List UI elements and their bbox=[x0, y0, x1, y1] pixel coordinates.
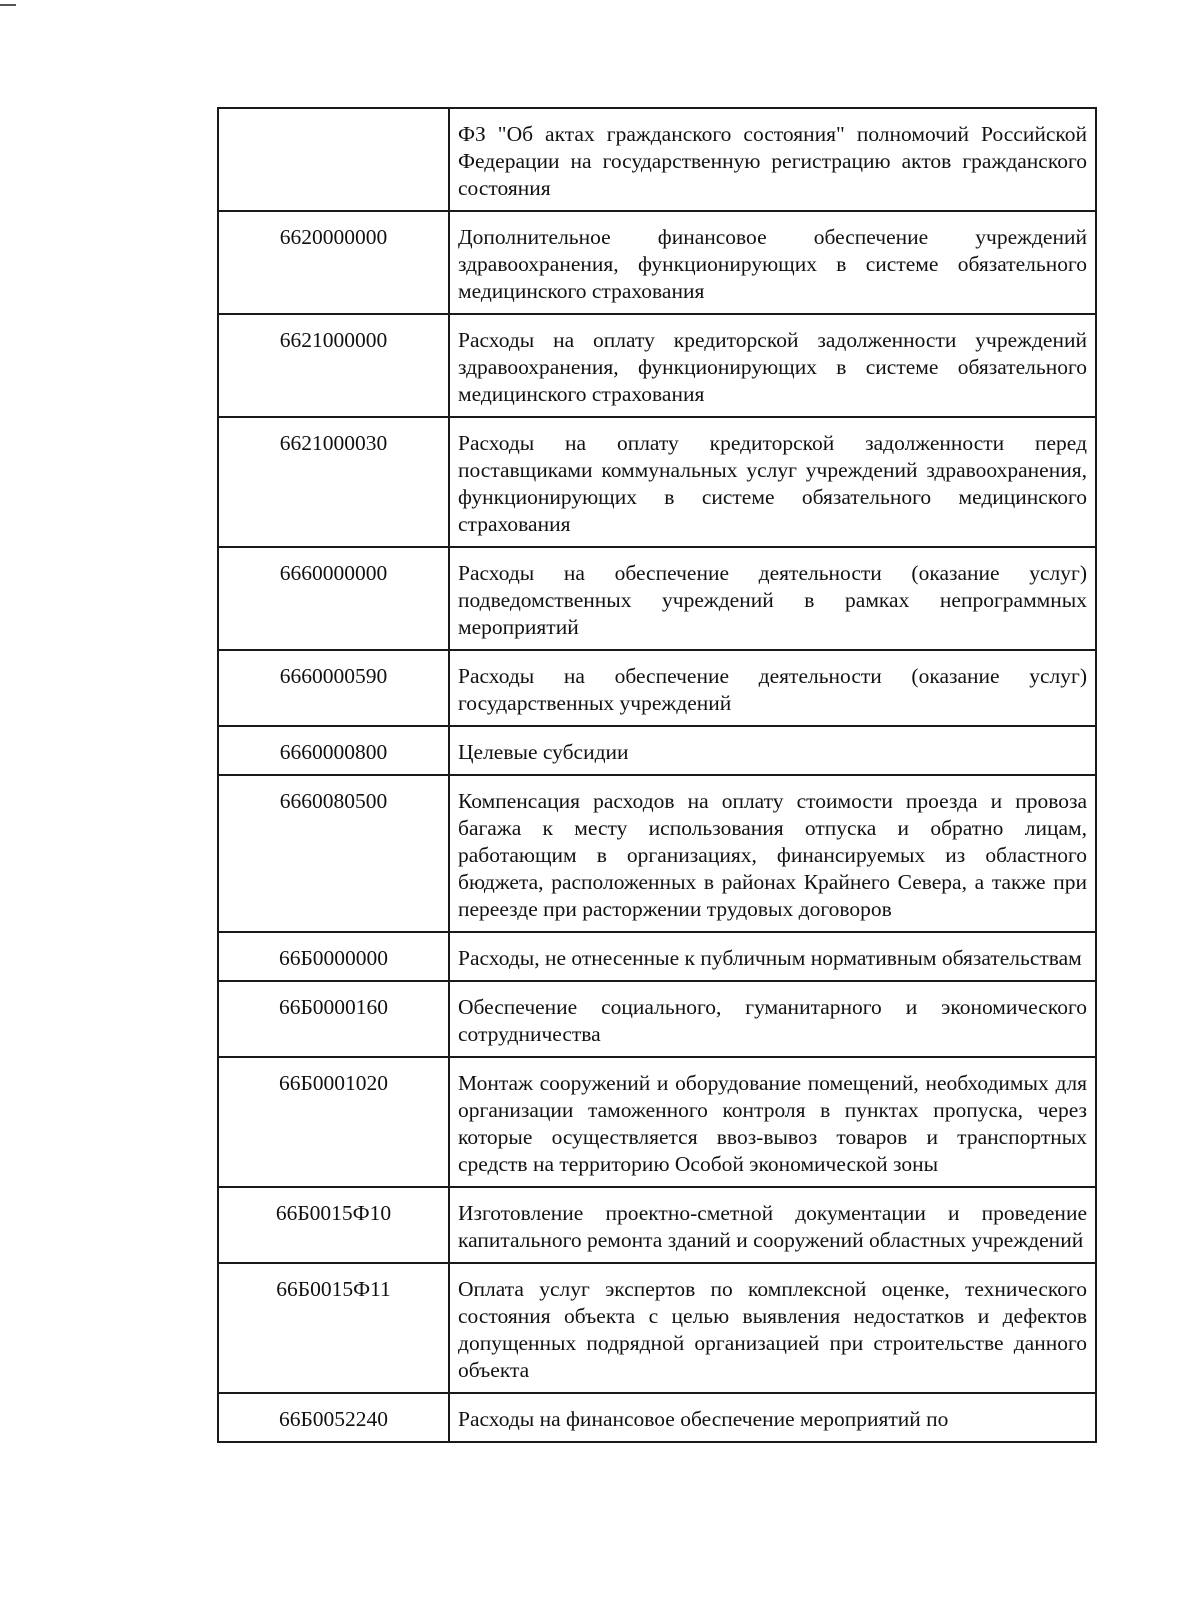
code-cell: 6621000030 bbox=[218, 417, 449, 547]
table-row bbox=[218, 417, 1096, 547]
code-cell: 6620000000 bbox=[218, 211, 449, 314]
table-row bbox=[218, 932, 1096, 981]
description-cell: Расходы на обеспечение деятельности (оказание услуг) подведомственных учреждений в рамках непрограммных мероприятий bbox=[449, 547, 1096, 650]
description-cell: Расходы на оплату кредиторской задолженности учреждений здравоохранения, функционирующих в системе обязательного медицинского страхования bbox=[449, 314, 1096, 417]
table-row bbox=[218, 314, 1096, 417]
description-cell: Монтаж сооружений и оборудование помещений, необходимых для организации таможенного контроля в пунктах пропуска, через которые осуществляется ввоз-вывоз товаров и транспортных средств на территорию Особой экономической зоны bbox=[449, 1057, 1096, 1187]
table-row bbox=[218, 1187, 1096, 1263]
table-row bbox=[218, 1057, 1096, 1187]
table-row bbox=[218, 108, 1096, 211]
table-row bbox=[218, 981, 1096, 1057]
code-cell: 6660000590 bbox=[218, 650, 449, 726]
code-cell: 66Б0015Ф11 bbox=[218, 1263, 449, 1393]
table-row bbox=[218, 726, 1096, 775]
description-cell: Расходы, не отнесенные к публичным нормативным обязательствам bbox=[449, 932, 1096, 981]
code-cell: 66Б0000160 bbox=[218, 981, 449, 1057]
description-cell: Целевые субсидии bbox=[449, 726, 1096, 775]
table-row bbox=[218, 211, 1096, 314]
table-row bbox=[218, 1393, 1096, 1442]
description-cell: Изготовление проектно-сметной документации и проведение капитального ремонта зданий и сооружений областных учреждений bbox=[449, 1187, 1096, 1263]
code-cell: 6660000800 bbox=[218, 726, 449, 775]
code-cell bbox=[218, 108, 449, 211]
scan-mark bbox=[0, 4, 16, 6]
table-row bbox=[218, 1263, 1096, 1393]
table-body bbox=[218, 108, 1096, 1442]
code-cell: 6660000000 bbox=[218, 547, 449, 650]
code-cell: 66Б0015Ф10 bbox=[218, 1187, 449, 1263]
code-cell: 66Б0001020 bbox=[218, 1057, 449, 1187]
description-cell: Расходы на финансовое обеспечение мероприятий по bbox=[449, 1393, 1096, 1442]
description-cell: Расходы на обеспечение деятельности (оказание услуг) государственных учреждений bbox=[449, 650, 1096, 726]
code-cell: 66Б0052240 bbox=[218, 1393, 449, 1442]
code-cell: 66Б0000000 bbox=[218, 932, 449, 981]
description-cell: Оплата услуг экспертов по комплексной оценке, технического состояния объекта с целью выявления недостатков и дефектов допущенных подрядной организацией при строительстве данного объекта bbox=[449, 1263, 1096, 1393]
code-cell: 6621000000 bbox=[218, 314, 449, 417]
description-cell: Обеспечение социального, гуманитарного и экономического сотрудничества bbox=[449, 981, 1096, 1057]
description-cell: ФЗ "Об актах гражданского состояния" полномочий Российской Федерации на государственную регистрацию актов гражданского состояния bbox=[449, 108, 1096, 211]
table-row bbox=[218, 775, 1096, 932]
description-cell: Дополнительное финансовое обеспечение учреждений здравоохранения, функционирующих в системе обязательного медицинского страхования bbox=[449, 211, 1096, 314]
description-cell: Расходы на оплату кредиторской задолженности перед поставщиками коммунальных услуг учреждений здравоохранения, функционирующих в системе обязательного медицинского страхования bbox=[449, 417, 1096, 547]
description-cell: Компенсация расходов на оплату стоимости проезда и провоза багажа к месту использования отпуска и обратно лицам, работающим в организациях, финансируемых из областного бюджета, расположенных в районах Крайнего Севера, а также при переезде при расторжении трудовых договоров bbox=[449, 775, 1096, 932]
code-cell: 6660080500 bbox=[218, 775, 449, 932]
table-row bbox=[218, 547, 1096, 650]
budget-codes-table bbox=[217, 107, 1097, 1443]
table-row bbox=[218, 650, 1096, 726]
